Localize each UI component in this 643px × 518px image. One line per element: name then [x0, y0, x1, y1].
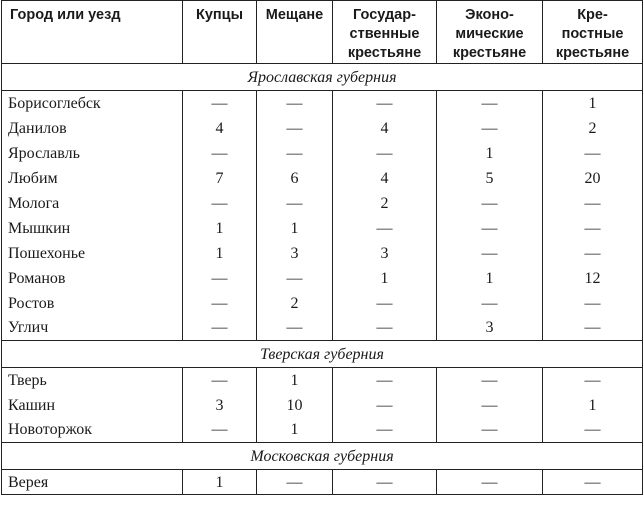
header-line: крестьяне [347, 45, 422, 61]
table-cell: — [333, 141, 437, 166]
column-header-townspeople [257, 1, 333, 64]
row-label: Любим [2, 166, 183, 191]
column-header-city [2, 1, 183, 64]
table-cell: — [333, 418, 437, 443]
table-row [2, 216, 643, 241]
table-cell: — [437, 470, 543, 495]
table-cell: — [183, 191, 257, 216]
table-cell: 5 [437, 166, 543, 191]
table-cell: — [183, 91, 257, 116]
table-row [2, 470, 643, 495]
table-cell: — [543, 316, 643, 341]
table-body [2, 64, 643, 495]
table-cell: — [257, 266, 333, 291]
table-cell: — [437, 91, 543, 116]
table-row [2, 368, 643, 393]
row-label: Верея [2, 470, 183, 495]
table-cell: — [437, 291, 543, 316]
header-line: крестьяне [452, 45, 527, 61]
table-cell: — [437, 241, 543, 266]
column-header-economic-peasants [437, 1, 543, 64]
table-cell: 1 [257, 368, 333, 393]
header-line: Мещане [265, 7, 324, 23]
header-line: Купцы [196, 7, 243, 23]
table-cell: — [333, 368, 437, 393]
row-label: Мышкин [2, 216, 183, 241]
table-cell: — [183, 316, 257, 341]
table-cell: 20 [543, 166, 643, 191]
table-row [2, 116, 643, 141]
header-line: Кре- [577, 7, 608, 23]
table-cell: — [543, 216, 643, 241]
section-title: Московская губерния [2, 443, 643, 470]
table-row [2, 418, 643, 443]
row-label: Борисоглебск [2, 91, 183, 116]
table-header [2, 1, 643, 64]
row-label: Пошехонье [2, 241, 183, 266]
row-label: Углич [2, 316, 183, 341]
table-cell: 4 [333, 116, 437, 141]
row-label: Новоторжок [2, 418, 183, 443]
row-label: Тверь [2, 368, 183, 393]
table-cell: — [543, 241, 643, 266]
header-line: Город или уезд [10, 7, 121, 23]
table-cell: 1 [437, 141, 543, 166]
table-cell: 2 [543, 116, 643, 141]
row-label: Кашин [2, 393, 183, 418]
table-cell: 7 [183, 166, 257, 191]
header-line: Эконо- [465, 7, 514, 23]
row-label: Ростов [2, 291, 183, 316]
table-row [2, 291, 643, 316]
table-cell: — [333, 393, 437, 418]
header-line: крестьяне [555, 45, 630, 61]
table-cell: — [183, 368, 257, 393]
section-row [2, 443, 643, 470]
table-cell: 3 [437, 316, 543, 341]
table-cell: — [333, 91, 437, 116]
table-cell: 3 [183, 393, 257, 418]
header-row [2, 1, 643, 64]
table-cell: — [257, 191, 333, 216]
table-cell: — [333, 316, 437, 341]
table-cell: 3 [257, 241, 333, 266]
table-cell: — [257, 470, 333, 495]
table-cell: 1 [183, 470, 257, 495]
header-line: Государ- [353, 7, 416, 23]
table-cell: — [257, 91, 333, 116]
row-label: Ярославль [2, 141, 183, 166]
section-row [2, 64, 643, 91]
table-cell: — [183, 266, 257, 291]
table-cell: 1 [333, 266, 437, 291]
table-cell: 10 [257, 393, 333, 418]
table-cell: — [257, 316, 333, 341]
table-cell: — [437, 191, 543, 216]
table-cell: — [333, 470, 437, 495]
table-cell: — [333, 216, 437, 241]
table-row [2, 191, 643, 216]
table-row [2, 141, 643, 166]
data-table [1, 0, 643, 495]
table-row [2, 166, 643, 191]
table-row [2, 316, 643, 341]
section-title: Ярославская губерния [2, 64, 643, 91]
section-row [2, 341, 643, 368]
table-cell: — [543, 368, 643, 393]
table-cell: — [437, 418, 543, 443]
table-row [2, 266, 643, 291]
row-label: Молога [2, 191, 183, 216]
column-header-state-peasants [333, 1, 437, 64]
table-cell: — [543, 470, 643, 495]
table-cell: 1 [183, 241, 257, 266]
table-cell: 1 [257, 418, 333, 443]
table-cell: — [183, 141, 257, 166]
table-cell: 2 [257, 291, 333, 316]
table-cell: — [183, 291, 257, 316]
table-cell: — [543, 141, 643, 166]
table-cell: — [257, 141, 333, 166]
table-row [2, 91, 643, 116]
table-cell: — [543, 418, 643, 443]
table-cell: 6 [257, 166, 333, 191]
table-cell: 12 [543, 266, 643, 291]
table-cell: — [543, 291, 643, 316]
table-cell: 1 [437, 266, 543, 291]
table-cell: 4 [183, 116, 257, 141]
table-cell: — [333, 291, 437, 316]
table-cell: — [437, 216, 543, 241]
header-line: мические [455, 26, 524, 42]
table-cell: — [543, 191, 643, 216]
table-cell: — [257, 116, 333, 141]
table-cell: 1 [257, 216, 333, 241]
table-cell: — [437, 393, 543, 418]
table-cell: 2 [333, 191, 437, 216]
table-cell: 1 [543, 393, 643, 418]
header-line: ственные [349, 26, 420, 42]
section-title: Тверская губерния [2, 341, 643, 368]
column-header-serfs [543, 1, 643, 64]
row-label: Данилов [2, 116, 183, 141]
table-cell: — [183, 418, 257, 443]
row-label: Романов [2, 266, 183, 291]
column-header-merchants [183, 1, 257, 64]
table-row [2, 393, 643, 418]
table-cell: — [437, 368, 543, 393]
table-cell: 1 [543, 91, 643, 116]
header-line: постные [561, 26, 624, 42]
table-cell: 1 [183, 216, 257, 241]
table-cell: — [437, 116, 543, 141]
table-cell: 3 [333, 241, 437, 266]
table-row [2, 241, 643, 266]
table-cell: 4 [333, 166, 437, 191]
